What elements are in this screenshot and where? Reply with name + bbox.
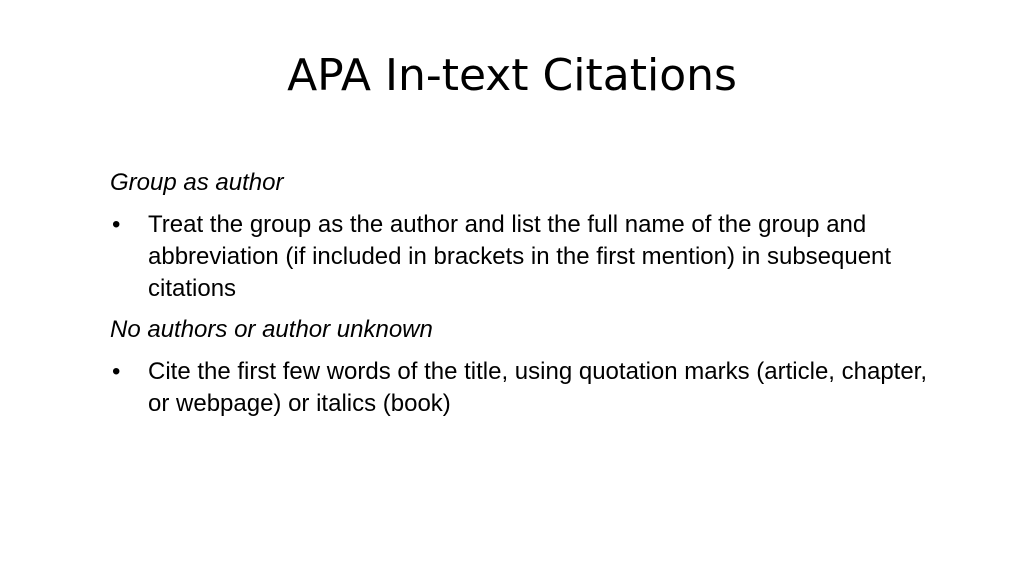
bullet-text: Cite the first few words of the title, using quotation marks (article, chapter, or webpage) or italics (book)	[148, 358, 928, 417]
bullet-text: Treat the group as the author and list the full name of the group and abbreviation (if included in brackets in the first mention) in subsequent citations	[148, 211, 892, 302]
section-heading-group-as-author: Group as author	[110, 169, 284, 196]
section-heading-no-authors: No authors or author unknown	[110, 316, 433, 343]
bullet-item-no-authors	[110, 356, 940, 420]
bullet-item-group-as-author	[110, 209, 940, 305]
slide-body	[110, 167, 940, 429]
bullet-icon: •	[112, 358, 121, 385]
slide-title: APA In-text Citations	[287, 50, 737, 101]
bullet-icon: •	[112, 211, 121, 238]
